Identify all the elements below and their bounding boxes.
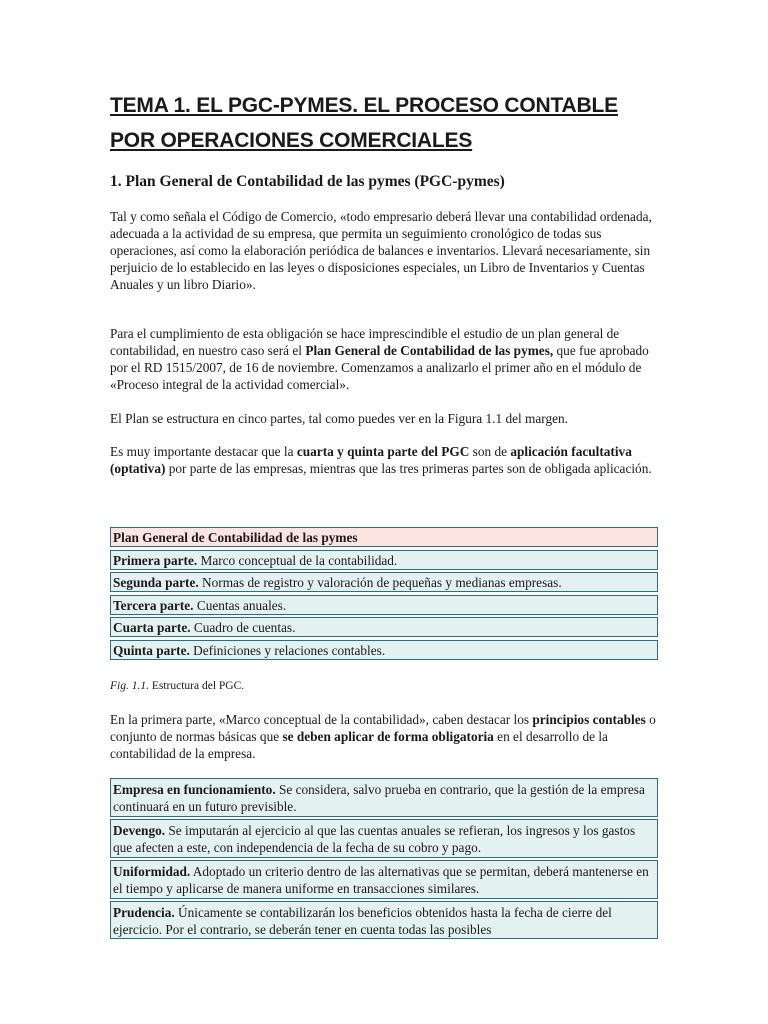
figure-caption — [110, 679, 658, 694]
section-heading: 1. Plan General de Contabilidad de las pymes (PGC-pymes) — [110, 173, 505, 190]
text-run: Para el cumplimiento de esta obligación se hace imprescindible el estudio de un plan general de contabilidad, en nuestro caso será el — [110, 326, 620, 358]
part-description: Marco conceptual de la contabilidad. — [197, 552, 398, 568]
text-run: en el desarrollo de la contabilidad de la empresa. — [110, 729, 608, 761]
principle-row — [110, 860, 658, 899]
text-run: Es muy importante destacar que la — [110, 444, 297, 459]
table-row — [110, 640, 658, 660]
table-header-label: Plan General de Contabilidad de las pymes — [113, 530, 358, 545]
text-run: por parte de las empresas, mientras que las tres primeras partes son de obligada aplicación. — [165, 461, 652, 476]
table-row — [110, 572, 658, 592]
text-run: o conjunto de normas básicas que — [110, 712, 656, 744]
bold-text-run: aplicación facultativa (optativa) — [110, 444, 632, 476]
principle-row — [110, 901, 658, 939]
principle-text: Adoptado un criterio dentro de las alternativas que se permitan, deberá mantenerse en el tiempo y aplicarse de manera uniforme en transacciones similares. — [113, 864, 649, 896]
bold-text-run: Plan General de Contabilidad de las pymes, — [305, 343, 554, 358]
part-description: Cuadro de cuentas. — [190, 620, 296, 635]
principle-name: Uniformidad. — [113, 864, 191, 879]
part-description: Cuentas anuales. — [193, 597, 287, 613]
table-row — [110, 550, 658, 570]
part-label: Primera parte. — [113, 552, 198, 568]
table-header-row — [110, 527, 658, 547]
part-label: Segunda parte. — [113, 575, 199, 590]
part-label: Tercera parte. — [113, 597, 194, 613]
figure-caption-text: Estructura del PGC. — [148, 680, 245, 692]
paragraph-codigo-comercio: Tal y como señala el Código de Comercio, «todo empresario deberá llevar una contabilidad ordenada, adecuada a la actividad de su empresa, que permita un seguimiento cronológico de todas sus operaciones, así como la elaboración periódica de balances e inventarios. Llevará necesariamente, sin perjuicio de lo establecido en las leyes o disposiciones especiales, un Libro de Inventarios y Cuentas Anuales y un libro Diario». — [110, 209, 652, 292]
paragraph-principios — [110, 711, 658, 762]
part-description: Definiciones y relaciones contables. — [189, 642, 386, 658]
principle-text: Únicamente se contabilizarán los beneficios obtenidos hasta la fecha de cierre del ejercicio. Por el contrario, se deberán tener en cuenta todas las posibles — [113, 905, 612, 937]
bold-text-run: se deben aplicar de forma obligatoria — [282, 729, 494, 744]
page-title: TEMA 1. EL PGC-PYMES. EL PROCESO CONTABLE POR OPERACIONES COMERCIALES — [110, 94, 618, 152]
principle-text: Se imputarán al ejercicio al que las cuentas anuales se refieran, los ingresos y los gastos que afecten a este, con independencia de la fecha de su cobro y pago. — [113, 823, 636, 855]
table-row — [110, 595, 658, 615]
principle-row — [110, 778, 658, 817]
principle-name: Empresa en funcionamiento. — [113, 782, 276, 797]
paragraph-estructura: El Plan se estructura en cinco partes, tal como puedes ver en la Figura 1.1 del margen. — [110, 411, 568, 426]
principle-text: Se considera, salvo prueba en contrario, que la gestión de la empresa continuará en un futuro previsible. — [113, 782, 645, 814]
table-row — [110, 617, 658, 637]
figure-label: Fig. 1.1. — [110, 680, 149, 692]
principle-row — [110, 819, 658, 858]
paragraph-aplicacion — [110, 443, 658, 477]
bold-text-run: cuarta y quinta parte del PGC — [296, 444, 470, 459]
pgc-structure-table — [110, 527, 658, 662]
text-run: que fue aprobado por el RD 1515/2007, de 16 de noviembre. Comenzamos a analizarlo el primer año en el módulo de «Proceso integral de la actividad comercial». — [110, 343, 649, 392]
part-label: Quinta parte. — [113, 642, 190, 658]
principle-name: Prudencia. — [113, 905, 175, 920]
text-run: En la primera parte, «Marco conceptual de la contabilidad», caben destacar los — [110, 712, 533, 727]
bold-text-run: principios contables — [532, 712, 646, 727]
principles-table — [110, 778, 658, 941]
part-description: Normas de registro y valoración de pequeñas y medianas empresas. — [198, 575, 562, 590]
part-label: Cuarta parte. — [113, 620, 191, 635]
paragraph-plan-general — [110, 325, 658, 393]
text-run: son de — [469, 444, 511, 459]
principle-name: Devengo. — [113, 823, 166, 838]
